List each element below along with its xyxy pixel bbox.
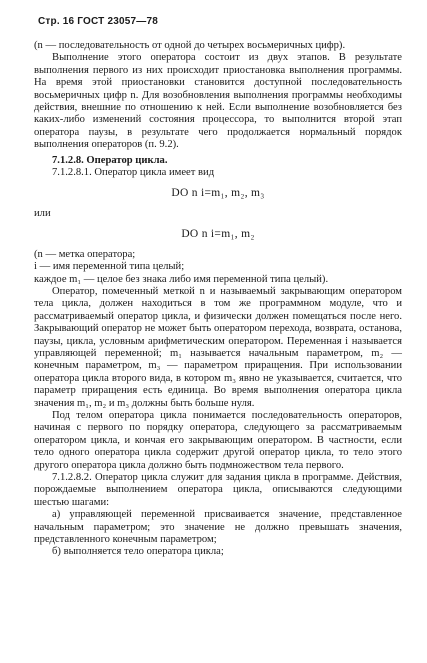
step-a: а) управляющей переменной присваивается значение, представленное начальным параметром; это значение не должно превышать значения, представленного конечным параметром; [34,509,402,546]
paragraph-loop-form-intro: 7.1.2.8.1. Оператор цикла имеет вид [52,167,215,179]
paragraph-or: или [34,207,51,219]
section-heading-loop-operator: 7.1.2.8. Оператор цикла. [52,154,168,166]
paragraph-octal-digits: (n — последовательность от одной до четырех восьмеричных цифр). [34,40,346,51]
definition-i: i — имя переменной типа целый; [34,261,185,273]
paragraph-loop-steps: 7.1.2.8.2. Оператор цикла служит для задания цикла в программе. Действия, порождаемые выполнением оператора цикла, описываются следующими шестью шагами: [34,472,402,508]
paragraph-loop-body: Под телом оператора цикла понимается последовательность операторов, начиная с первого по порядку оператора, следующего за рассматриваемым оператором цикла, и кончая его закрывающим оператором. В частности, если тело одного оператора цикла содержит другой оператор цикла, то тело этого другого оператора цикла должно быть подмножеством тела первого. [34,409,402,471]
page-header: Стр. 16 ГОСТ 23057—78 [38,16,158,27]
definition-n: (n — метка оператора; [34,248,136,260]
paragraph-pause-execution: Выполнение этого оператора состоит из двух этапов. В результате выполнения первого из них происходит приостановка выполнения программы. На время этой приостановки становится доступной последовательность восьмеричных цифр n. Для возобновления выполнения программы необходимы действия, внешние по отношению к ней. Если выполнение возобновляется без каких-либо изменений состояния процессора, то выполнится второй этап оператора паузы, в результате чего продолжается нормальный порядок выполнения операторов (п. 9.2). [34,52,402,151]
formula-do-three-params: DO n i=m₁, m₂, m₃ [171,187,265,200]
step-b: б) выполняется тело оператора цикла; [52,546,224,558]
definition-m: каждое m₁ — целое без знака либо имя переменной типа целый). [34,273,329,285]
document-body [34,40,402,559]
formula-do-two-params: DO n i=m₁, m₂ [181,228,255,241]
paragraph-closing-operator: Оператор, помеченный меткой n и называемый закрывающим оператором тела цикла, должен находиться в том же программном модуле, что и рассматриваемый оператор цикла, и физически должен помещаться после него. Закрывающий оператор не может быть оператором перехода, возврата, останова, паузы, цикла, условным арифметическим оператором. Переменная i называется управляющей переменной; m₁ называется начальным параметром, m₂ — конечным параметром, m₃ — параметром приращения. При использовании оператора цикла второго вида, в котором m₃ явно не указывается, считается, что параметр приращения есть единица. Во время выполнения оператора цикла значения m₁, m₂ и m₃ должны быть больше нуля. [34,285,402,409]
